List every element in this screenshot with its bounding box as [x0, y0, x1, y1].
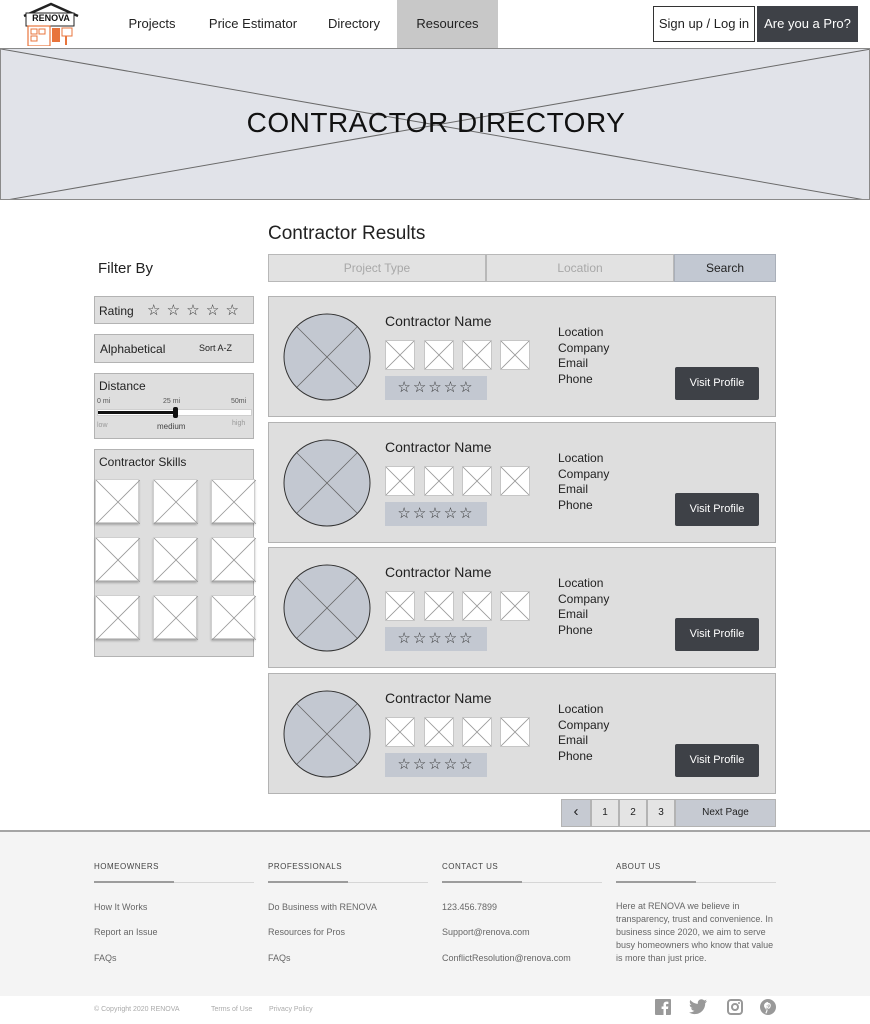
contractor-company: Company [558, 591, 610, 606]
contractor-card [268, 422, 776, 543]
alphabetical-filter[interactable] [94, 334, 254, 363]
skill-tile[interactable] [211, 479, 255, 523]
footer-divider-accent [94, 881, 174, 883]
bottom-bar [0, 996, 870, 1024]
contractor-avatar[interactable] [283, 439, 371, 527]
nav-price-estimator[interactable]: Price Estimator [208, 16, 298, 31]
placeholder-image-icon [386, 592, 414, 620]
contractor-avatar[interactable] [283, 690, 371, 778]
hero-title: CONTRACTOR DIRECTORY [246, 107, 626, 138]
distance-slider-fill [98, 411, 175, 414]
contractor-name: Contractor Name [385, 564, 492, 580]
hero-banner [0, 48, 870, 200]
placeholder-image-icon [154, 596, 198, 640]
location-input[interactable]: Location [486, 254, 674, 282]
contractor-phone: Phone [558, 622, 593, 637]
skill-thumbnail [385, 717, 415, 747]
distance-max: 50mi [231, 398, 247, 405]
skill-tile[interactable] [153, 537, 197, 581]
page-2-button[interactable]: 2 [619, 799, 647, 827]
contractor-name: Contractor Name [385, 439, 492, 455]
footer-contact-title: CONTACT US [442, 862, 499, 871]
skill-tile[interactable] [211, 595, 255, 639]
skill-thumbnail [385, 466, 415, 496]
placeholder-image-icon [386, 718, 414, 746]
contractor-company: Company [558, 717, 610, 732]
pro-button[interactable]: Are you a Pro? [757, 6, 858, 42]
footer-support-email[interactable]: Support@renova.com [442, 927, 530, 937]
skill-tile[interactable] [211, 537, 255, 581]
contractor-rating-stars: ☆☆☆☆☆ [385, 627, 487, 651]
rating-filter[interactable] [94, 296, 254, 324]
contractor-skills-filter [94, 449, 254, 657]
contractor-location: Location [558, 451, 604, 465]
footer-divider-accent [442, 881, 522, 883]
contractor-card [268, 296, 776, 417]
next-page-button[interactable]: Next Page [675, 799, 776, 827]
skill-thumbnail [385, 591, 415, 621]
contractor-location: Location [558, 576, 604, 590]
placeholder-image-icon [96, 596, 140, 640]
nav-resources[interactable]: Resources [397, 0, 498, 48]
skill-tile[interactable] [153, 479, 197, 523]
login-button[interactable]: Sign up / Log in [653, 6, 755, 42]
distance-filter [94, 373, 254, 439]
contractor-info [558, 702, 609, 764]
contractor-rating-stars: ☆☆☆☆☆ [385, 753, 487, 777]
skill-thumbnail [500, 340, 530, 370]
pinterest-icon[interactable] [760, 999, 776, 1015]
page-3-button[interactable]: 3 [647, 799, 675, 827]
nav-projects[interactable]: Projects [128, 16, 176, 31]
page-1-button[interactable]: 1 [591, 799, 619, 827]
distance-medium: medium [157, 422, 186, 431]
placeholder-image-icon [212, 480, 256, 524]
placeholder-image-icon [154, 480, 198, 524]
footer-link-pro-faqs[interactable]: FAQs [268, 953, 291, 963]
footer-link-how-it-works[interactable]: How It Works [94, 902, 148, 912]
visit-profile-button[interactable]: Visit Profile [675, 744, 759, 777]
placeholder-image-icon [425, 467, 453, 495]
contractor-email: Email [558, 482, 589, 496]
contractor-location: Location [558, 702, 604, 716]
placeholder-image-icon [154, 538, 198, 582]
contractor-phone: Phone [558, 497, 593, 512]
contractor-name: Contractor Name [385, 690, 492, 706]
distance-min: 0 mi [97, 398, 111, 405]
skill-thumbnail [462, 340, 492, 370]
search-button[interactable]: Search [674, 254, 776, 282]
placeholder-image-icon [501, 718, 529, 746]
contractor-card [268, 547, 776, 668]
footer-about-text: Here at RENOVA we believe in transparency, trust and convenience. In business since 2020, we aim to serve busy homeowners who know that value is more than just price. [616, 901, 774, 963]
placeholder-image-icon [212, 538, 256, 582]
rating-label: Rating [99, 304, 134, 318]
contractor-phone: Phone [558, 748, 593, 763]
skills-label: Contractor Skills [99, 455, 187, 469]
skill-thumbnail [424, 466, 454, 496]
footer-link-report-issue[interactable]: Report an Issue [94, 927, 158, 937]
top-nav [0, 0, 870, 48]
contractor-phone: Phone [558, 371, 593, 386]
skill-thumbnail [462, 591, 492, 621]
prev-page-button[interactable]: ‹ [561, 799, 591, 827]
placeholder-image-icon [463, 718, 491, 746]
footer-professionals-title: PROFESSIONALS [268, 862, 343, 871]
contractor-email: Email [558, 607, 589, 621]
distance-slider-track[interactable] [97, 409, 252, 416]
contractor-avatar[interactable] [283, 313, 371, 401]
placeholder-image-icon [212, 596, 256, 640]
filter-title: Filter By [98, 260, 154, 277]
alphabetical-label: Alphabetical [100, 342, 166, 356]
placeholder-image-icon [463, 467, 491, 495]
skill-thumbnail [424, 591, 454, 621]
distance-mid: 25 mi [163, 398, 181, 405]
footer-link-do-business[interactable]: Do Business with RENOVA [268, 902, 377, 912]
placeholder-image-icon [463, 341, 491, 369]
placeholder-image-icon [386, 341, 414, 369]
copyright-text: © Copyright 2020 RENOVA [94, 1006, 180, 1013]
footer-divider-accent [616, 881, 696, 883]
instagram-icon[interactable] [727, 999, 743, 1015]
contractor-rating-stars: ☆☆☆☆☆ [385, 502, 487, 526]
visit-profile-button[interactable]: Visit Profile [675, 367, 759, 400]
contractor-company: Company [558, 340, 610, 355]
placeholder-image-icon [425, 341, 453, 369]
footer-link-resources-pros[interactable]: Resources for Pros [268, 927, 346, 937]
contractor-info [558, 451, 609, 513]
placeholder-image-icon [425, 592, 453, 620]
footer-about-title: ABOUT US [616, 862, 661, 871]
skill-tile[interactable] [153, 595, 197, 639]
skill-thumbnail [500, 591, 530, 621]
skill-thumbnail [500, 717, 530, 747]
placeholder-image-icon [501, 592, 529, 620]
placeholder-image-icon [425, 718, 453, 746]
footer-conflict-email[interactable]: ConflictResolution@renova.com [442, 953, 571, 963]
footer-divider-accent [268, 881, 348, 883]
contractor-avatar[interactable] [283, 564, 371, 652]
rating-stars[interactable]: ☆ ☆ ☆ ☆ ☆ [147, 302, 240, 319]
renova-logo[interactable] [20, 2, 82, 46]
contractor-info [558, 576, 609, 638]
contractor-location: Location [558, 325, 604, 339]
twitter-icon[interactable] [689, 999, 707, 1015]
skill-tile[interactable] [95, 479, 139, 523]
skill-tile[interactable] [95, 537, 139, 581]
skill-thumbnail [385, 340, 415, 370]
facebook-icon[interactable] [655, 999, 671, 1015]
contractor-info [558, 325, 609, 387]
contractor-name: Contractor Name [385, 313, 492, 329]
contractor-company: Company [558, 466, 610, 481]
placeholder-image-icon [96, 538, 140, 582]
visit-profile-button[interactable]: Visit Profile [675, 618, 759, 651]
contractor-card [268, 673, 776, 794]
contractor-rating-stars: ☆☆☆☆☆ [385, 376, 487, 400]
skill-thumbnail [424, 340, 454, 370]
skill-thumbnail [462, 466, 492, 496]
distance-slider-thumb[interactable] [173, 407, 178, 418]
contractor-email: Email [558, 733, 589, 747]
footer-homeowners-title: HOMEOWNERS [94, 862, 159, 871]
skill-tile[interactable] [95, 595, 139, 639]
footer [0, 830, 870, 996]
visit-profile-button[interactable]: Visit Profile [675, 493, 759, 526]
results-title: Contractor Results [268, 223, 426, 244]
footer-phone[interactable]: 123.456.7899 [442, 902, 498, 912]
skill-thumbnail [500, 466, 530, 496]
placeholder-image-icon [463, 592, 491, 620]
distance-label: Distance [99, 379, 146, 393]
nav-directory[interactable]: Directory [327, 16, 380, 31]
terms-link[interactable]: Terms of Use [211, 1006, 253, 1013]
skill-thumbnail [424, 717, 454, 747]
sort-a-z[interactable]: Sort A-Z [199, 343, 233, 353]
distance-low: low [97, 422, 108, 429]
logo-text: RENOVA [32, 13, 70, 23]
skill-thumbnail [462, 717, 492, 747]
placeholder-image-icon [501, 467, 529, 495]
project-type-input[interactable]: Project Type [268, 254, 486, 282]
contractor-email: Email [558, 356, 589, 370]
placeholder-image-icon [96, 480, 140, 524]
footer-link-faqs[interactable]: FAQs [94, 953, 117, 963]
privacy-link[interactable]: Privacy Policy [269, 1006, 313, 1013]
distance-high: high [232, 420, 246, 427]
placeholder-image-icon [386, 467, 414, 495]
placeholder-image-icon [501, 341, 529, 369]
